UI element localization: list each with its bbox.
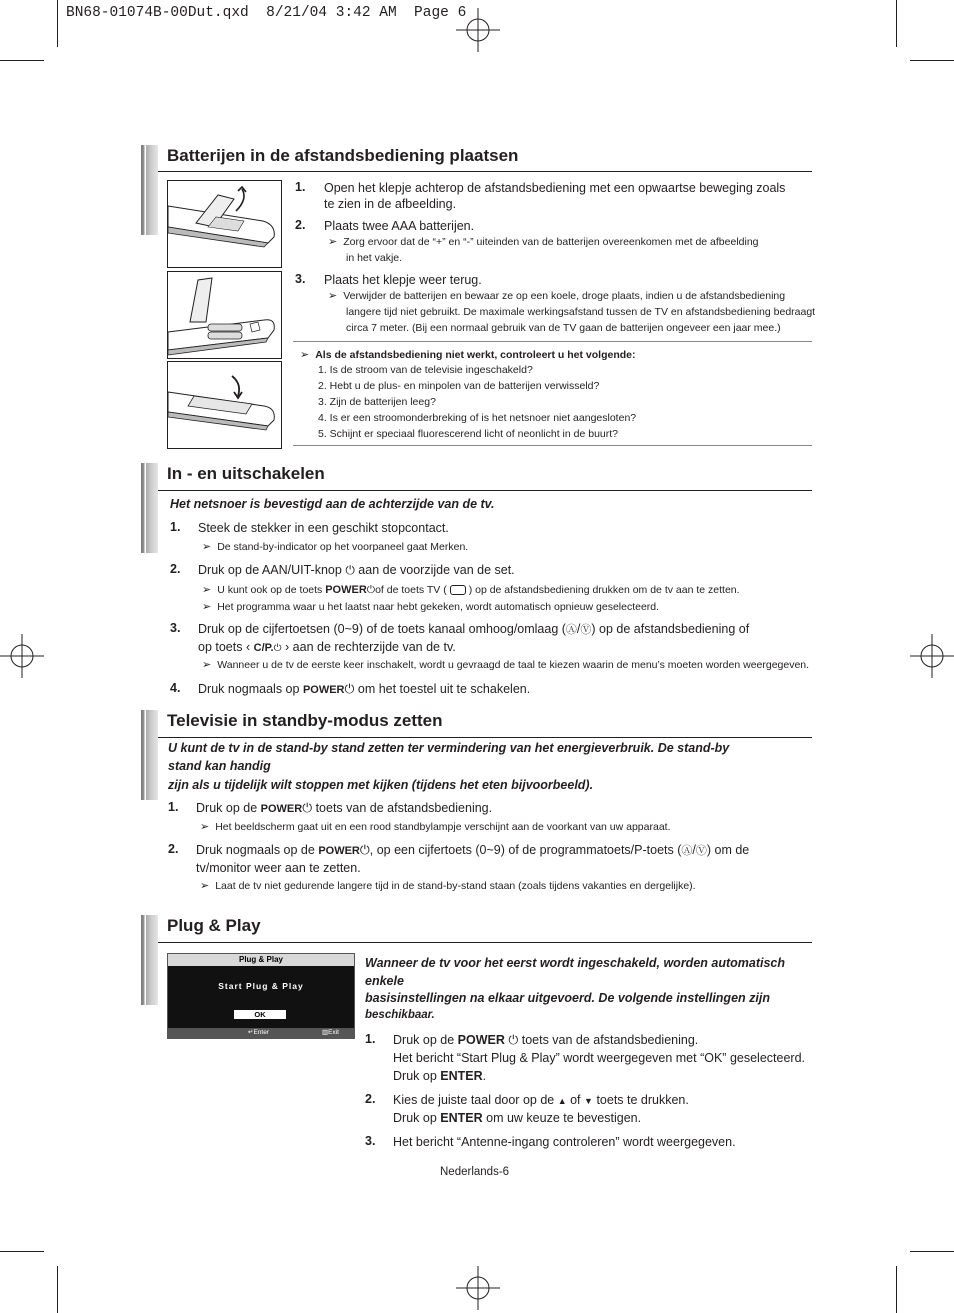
note-arrow-icon: ➢ [202,541,212,553]
chevron-right-icon: › [285,640,290,654]
file-header: BN68-01074B-00Dut.qxd 8/21/04 3:42 AM Page 6 [66,5,467,21]
section-bar [141,915,158,1005]
section-title: In - en uitschakelen [167,464,325,483]
note-arrow-icon: ➢ [328,236,338,248]
crop-mark [0,1251,44,1252]
section-intro: U kunt de tv in de stand-by stand zetten ter vermindering van het energieverbruik. De stand-by [168,741,730,755]
crop-mark [0,60,44,61]
osd-exit-hint: ▥Exit [322,1029,339,1036]
osd-enter-hint: ↵Enter [248,1029,269,1036]
page-number: Nederlands-6 [440,1166,510,1178]
note: langere tijd niet gebruikt. De maximale werkingsafstand tussen de TV en afstandsbediening bedraagt [346,306,816,318]
step-number: 3. [365,1134,376,1148]
step-text: Plaats twee AAA batterijen. [324,219,475,233]
osd-title: Plug & Play [168,954,354,966]
crop-mark [57,0,58,47]
step-number: 1. [168,800,179,814]
crop-mark [910,60,954,61]
step-text: Steek de stekker in een geschikt stopcontact. [198,521,449,535]
step-number: 2. [168,842,179,856]
step-text: Druk op de POWER⏻ toets van de afstandsbediening. [196,801,493,815]
divider [293,445,812,446]
remote-open-image [167,180,282,268]
menu-icon: ▥ [322,1029,329,1036]
section-intro: basisinstellingen na elkaar uitgevoerd. De volgende instellingen zijn [365,991,770,1005]
step-text: op toets ‹ C/P.⏻ › aan de rechterzijde van de tv. [198,640,456,654]
step-text: Druk op ENTER. [393,1069,487,1083]
note-arrow-icon: ➢ [202,659,212,671]
note: ➢ Verwijder de batterijen en bewaar ze op een koele, droge plaats, indien u de afstandsbediening [328,290,786,302]
power-icon: ⏻ [366,584,376,596]
tv-icon [450,585,466,595]
step-number: 1. [295,180,306,194]
step-number: 2. [365,1092,376,1106]
power-icon: ⏻ [344,682,355,696]
step-number: 2. [295,218,306,232]
power-icon: ⏻ [345,563,355,577]
step-number: 3. [295,272,306,286]
note-arrow-icon: ➢ [200,880,210,892]
channel-down-icon: Ⓥ [580,624,592,636]
crop-mark [910,1251,954,1252]
plug-play-osd-image [167,953,355,1039]
power-icon: ⏻ [508,1033,519,1047]
section-intro: Het netsnoer is bevestigd aan de achterzijde van de tv. [170,497,495,511]
enter-icon: ↵ [248,1029,254,1036]
chevron-left-icon: ‹ [245,640,251,654]
check-heading: ➢ Als de afstandsbediening niet werkt, controleert u het volgende: [300,349,636,361]
step-number: 1. [170,520,181,534]
note: ➢ Zorg ervoor dat de “+” en “-” uiteinden van de batterijen overeenkomen met de afbeelding [328,236,759,248]
note-arrow-icon: ➢ [200,821,210,833]
step-number: 3. [170,621,181,635]
divider [158,490,812,491]
divider [158,171,812,172]
step-text: Het bericht “Start Plug & Play” wordt weergegeven met “OK” geselecteerd. [393,1051,805,1065]
note: ➢ Laat de tv niet gedurende langere tijd in de stand-by-stand staan (zoals tijdens vakanties en dergelijke). [200,880,696,892]
power-icon: ⏻ [302,801,313,815]
section-intro: enkele [365,974,404,988]
step-text: Plaats het klepje weer terug. [324,273,482,287]
step-number: 2. [170,562,181,576]
step-text: Druk op de AAN/UIT-knop ⏻ aan de voorzijde van de set. [198,563,515,577]
section-intro: beschikbaar. [365,1009,435,1021]
channel-up-icon: Ⓐ [681,845,693,857]
note-arrow-icon: ➢ [202,601,212,613]
step-text: Druk nogmaals op POWER⏻ om het toestel uit te schakelen. [198,682,531,696]
remote-batteries-image [167,271,282,359]
power-icon: ⏻ [273,643,282,654]
step-text: Druk nogmaals op de POWER⏻, op een cijfertoets (0~9) of de programmatoets/P-toets (Ⓐ/Ⓥ) om de [196,843,750,857]
note: circa 7 meter. (Bij een normaal gebruik van de TV gaan de batterijen ongeveer een jaar mee.) [346,322,781,334]
section-intro: stand kan handig [168,759,271,773]
crop-mark [896,1266,897,1313]
step-text: te zien in de afbeelding. [324,197,457,211]
section-title: Televisie in standby-modus zetten [167,711,443,730]
remote-close-image [167,361,282,449]
note: ➢ De stand-by-indicator op het voorpaneel gaat Merken. [202,541,469,553]
section-title: Plug & Play [167,916,261,935]
crop-mark [57,1266,58,1313]
step-text: Het bericht “Antenne-ingang controleren” wordt weergegeven. [393,1135,736,1149]
note-arrow-icon: ➢ [300,349,310,361]
step-number: 1. [365,1032,376,1046]
channel-down-icon: Ⓥ [695,845,707,857]
note: ➢ Het beeldscherm gaat uit en een rood standbylampje verschijnt aan de voorkant van uw apparaat. [200,821,671,833]
divider [158,737,812,738]
note: ➢ Wanneer u de tv de eerste keer inschakelt, wordt u gevraagd de taal te kiezen waarin de menu’s moeten worden weergegeven. [202,659,810,671]
step-text: Open het klepje achterop de afstandsbediening met een opwaartse beweging zoals [324,181,786,195]
note-arrow-icon: ➢ [202,584,212,596]
step-text: Druk op ENTER om uw keuze te bevestigen. [393,1111,642,1125]
step-text: tv/monitor weer aan te zetten. [196,861,361,875]
divider [158,942,812,943]
arrow-down-icon: ▼ [584,1096,593,1106]
channel-up-icon: Ⓐ [565,624,577,636]
section-intro: zijn als u tijdelijk wilt stoppen met kijken (tijdens het eten bijvoorbeeld). [168,778,594,792]
registration-mark-icon [910,634,954,678]
arrow-up-icon: ▲ [557,1096,567,1106]
registration-mark-icon [456,1266,500,1310]
note: in het vakje. [346,252,403,264]
step-number: 4. [170,681,181,695]
check-item: 1. Is de stroom van de televisie ingeschakeld? [318,364,533,376]
note-arrow-icon: ➢ [328,290,338,302]
section-bar [141,463,158,553]
step-text: Kies de juiste taal door op de ▲ of ▼ toets te drukken. [393,1093,689,1107]
section-bar [141,145,158,235]
osd-footer [168,1028,354,1038]
check-item: 2. Hebt u de plus- en minpolen van de batterijen verwisseld? [318,380,600,392]
crop-mark [896,0,897,47]
check-item: 4. Is er een stroomonderbreking of is het netsnoer niet aangesloten? [318,412,637,424]
osd-message: Start Plug & Play [218,981,304,991]
note: ➢ Het programma waar u het laatst naar hebt gekeken, wordt automatisch opnieuw geselecteerd. [202,601,660,613]
section-intro: Wanneer de tv voor het eerst wordt ingeschakeld, worden automatisch [365,956,786,970]
power-icon: ⏻ [359,843,370,857]
section-title: Batterijen in de afstandsbediening plaatsen [167,146,519,165]
check-item: 3. Zijn de batterijen leeg? [318,396,436,408]
step-text: Druk op de POWER ⏻ toets van de afstandsbediening. [393,1033,699,1047]
divider [293,341,812,342]
step-text: Druk op de cijfertoetsen (0~9) of de toets kanaal omhoog/omlaag (Ⓐ/Ⓥ) op de afstandsbediening of [198,622,750,636]
section-bar [141,710,158,800]
osd-ok-button: OK [234,1010,286,1019]
registration-mark-icon [0,634,44,678]
check-item: 5. Schijnt er speciaal fluorescerend licht of neonlicht in de buurt? [318,428,619,440]
note: ➢ U kunt ook op de toets POWER⏻of de toets TV ( ) op de afstandsbediening drukken om de tv aan te zetten. [202,584,740,596]
